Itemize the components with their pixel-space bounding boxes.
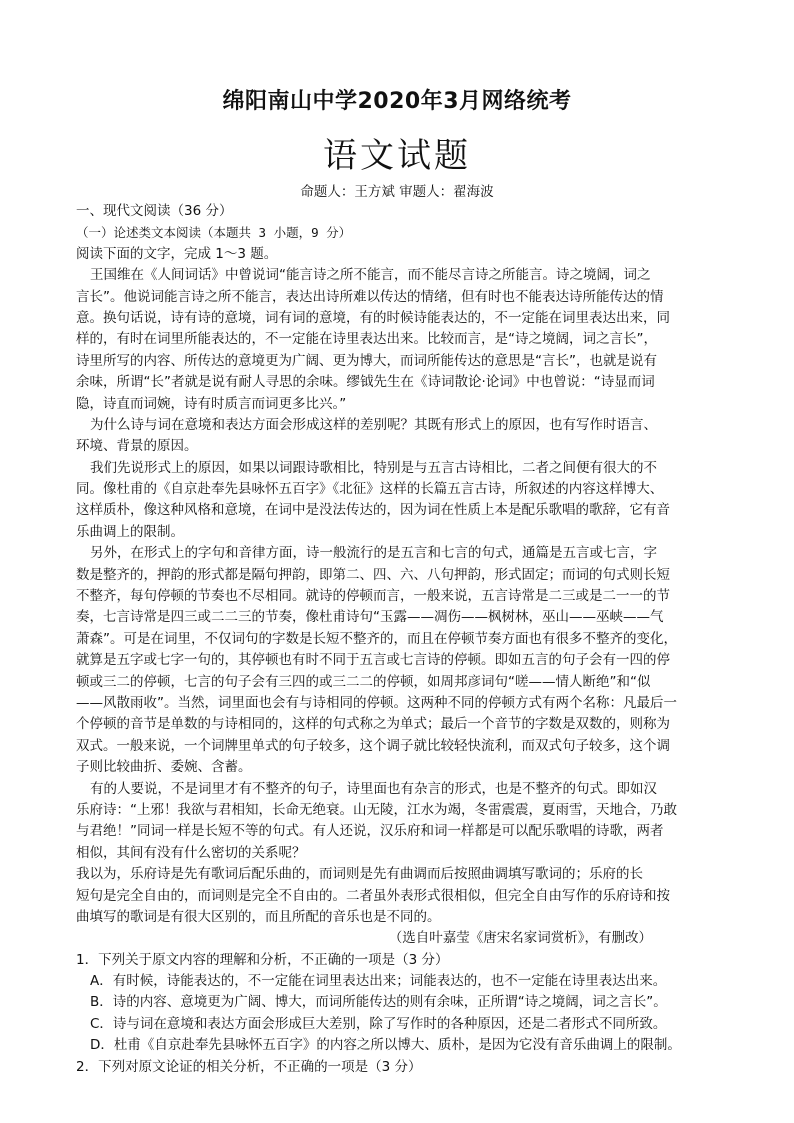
paragraph-line: 样的，有时在词里所能表达的，不一定能在诗里表达出来。比较而言，是“诗之境阔，词之言长”， bbox=[76, 331, 657, 348]
paragraph-line: 子则比较曲折、委婉、含蓄。 bbox=[76, 759, 252, 776]
subject-title: 语文试题 bbox=[323, 136, 471, 176]
paragraph-line: 意。换句话说，诗有诗的意境，词有词的意境，有的时候诗能表达的，不一定能在词里表达出来，同 bbox=[76, 309, 670, 326]
paragraph-line: 有的人要说，不是词里才有不整齐的句子，诗里面也有杂言的形式，也是不整齐的句式。即如汉 bbox=[90, 780, 657, 797]
paragraph-line: 这样质朴，像这种风格和意境，在词中是没法传达的，因为词在性质上本是配乐歌唱的歌辞，它有音 bbox=[76, 502, 670, 519]
paragraph-line: 相似，其间有没有什么密切的关系呢？ bbox=[76, 844, 306, 861]
question-1-option-a: A．有时候，诗能表达的，不一定能在词里表达出来；词能表达的，也不一定能在诗里表达出来。 bbox=[90, 973, 667, 990]
question-1-option-b: B．诗的内容、意境更为广阔、博大，而词所能传达的则有余味，正所谓“诗之境阔，词之言长”。 bbox=[90, 994, 667, 1011]
paragraph-line: 为什么诗与词在意境和表达方面会形成这样的差别呢？其既有形式上的原因，也有写作时语言、 bbox=[90, 416, 657, 433]
source-citation: （选自叶嘉莹《唐宋名家词赏析》，有删改） bbox=[388, 930, 652, 947]
paragraph-line: 短句是完全自由的，而词则是完全不自由的。二者虽外表形式很相似，但完全自由写作的乐府诗和按 bbox=[76, 887, 670, 904]
exam-body bbox=[76, 201, 722, 1078]
paragraph-line: 另外，在形式上的字句和音律方面，诗一般流行的是五言和七言的句式，通篇是五言或七言，字 bbox=[90, 545, 657, 562]
exam-title: 绵阳南山中学2020年3月网络统考 bbox=[222, 89, 572, 114]
reading-instruction: 阅读下面的文字，完成 1～3 题。 bbox=[76, 245, 278, 262]
paragraph-line: ——风散雨收”。当然，词里面也会有与诗相同的停顿。这两种不同的停顿方式有两个名称：凡最后一 bbox=[76, 694, 677, 711]
paragraph-line: 曲填写的歌词是有很大区别的，而且所配的音乐也是不同的。 bbox=[76, 908, 441, 925]
question-1: 1．下列关于原文内容的理解和分析，不正确的一项是（3 分） bbox=[76, 951, 449, 968]
paragraph-line: 奏，七言诗常是四三或二二三的节奏，像杜甫诗句“玉露——凋伤——枫树林，巫山——巫峡——气 bbox=[76, 609, 664, 626]
paragraph-line: 与君绝！”同词一样是长短不等的句式。有人还说，汉乐府和词一样都是可以配乐歌唱的诗歌，两者 bbox=[76, 823, 664, 840]
paragraph-line: 同。像杜甫的《自京赴奉先县咏怀五百字》《北征》这样的长篇五言古诗，所叙述的内容这样博大、 bbox=[76, 481, 664, 498]
question-1-option-c: C．诗与词在意境和表达方面会形成巨大差别，除了写作时的各种原因，还是二者形式不同所致。 bbox=[90, 1015, 667, 1032]
paragraph-line: 乐曲调上的限制。 bbox=[76, 523, 184, 540]
question-2: 2．下列对原文论证的相关分析，不正确的一项是（3 分） bbox=[76, 1058, 422, 1075]
paragraph-line: 环境、背景的原因。 bbox=[76, 438, 198, 455]
paragraph-line: 个停顿的音节是单数的与诗相同的，这样的句式称之为单式；最后一个音节的字数是双数的，则称为 bbox=[76, 716, 670, 733]
paragraph-line: 我们先说形式上的原因，如果以词跟诗歌相比，特别是与五言古诗相比，二者之间便有很大的不 bbox=[90, 459, 657, 476]
paragraph-line: 不整齐，每句停顿的节奏也不尽相同。就诗的停顿而言，一般来说，五言诗常是二三或是二一一的节 bbox=[76, 588, 670, 605]
paragraph-line: 双式。一般来说，一个词牌里单式的句子较多，这个调子就比较轻快流利，而双式句子较多，这个调 bbox=[76, 737, 670, 754]
paragraph-line: 我以为，乐府诗是先有歌词后配乐曲的，而词则是先有曲调而后按照曲调填写歌词的；乐府的长 bbox=[76, 866, 643, 883]
paragraph-line: 乐府诗：“上邪！我欲与君相知，长命无绝衰。山无陵，江水为竭，冬雷震震，夏雨雪，天地合，乃敢 bbox=[76, 801, 677, 818]
paragraph-line: 数是整齐的，押韵的形式都是隔句押韵，即第二、四、六、八句押韵，形式固定；而词的句式则长短 bbox=[76, 566, 670, 583]
authors-line: 命题人：王方斌 审题人：翟海波 bbox=[300, 184, 494, 200]
paragraph-line: 萧森”。可是在词里，不仅词句的字数是长短不整齐的，而且在停顿节奏方面也有很多不整齐的变化， bbox=[76, 630, 677, 647]
section-heading: 一、现代文阅读（36 分） bbox=[76, 203, 233, 219]
paragraph-line: 就算是五字或七字一句的，其停顿也有时不同于五言或七言诗的停顿。即如五言的句子会有一四的停 bbox=[76, 652, 670, 669]
paragraph-line: 诗里所写的内容、所传达的意境更为广阔、更为博大，而词所能传达的意思是“言长”，也就是说有 bbox=[76, 352, 657, 369]
paragraph-line: 隐，诗直而词婉，诗有时质言而词更多比兴。” bbox=[76, 395, 347, 412]
paragraph-line: 言长”。他说词能言诗之所不能言，表达出诗所难以传达的情绪，但有时也不能表达诗所能传达的情 bbox=[76, 288, 664, 305]
paragraph-line: 余味，所谓“长”者就是说有耐人寻思的余味。缪钺先生在《诗词散论·论词》中也曾说：“诗显而词 bbox=[76, 374, 655, 391]
paragraph-line: 顿或三二的停顿，七言的句子会有三四的或三二二的停顿，如周邦彦词句“嗟——情人断绝”和“似 bbox=[76, 673, 651, 690]
question-1-option-d: D．杜甫《自京赴奉先县咏怀五百字》的内容之所以博大、质朴，是因为它没有音乐曲调上的限制。 bbox=[90, 1037, 681, 1054]
paragraph-line: 王国维在《人间词话》中曾说词“能言诗之所不能言，而不能尽言诗之所能言。诗之境阔，词之 bbox=[90, 267, 651, 284]
subsection-heading: （一）论述类文本阅读（本题共 3 小题，9 分） bbox=[76, 225, 352, 241]
